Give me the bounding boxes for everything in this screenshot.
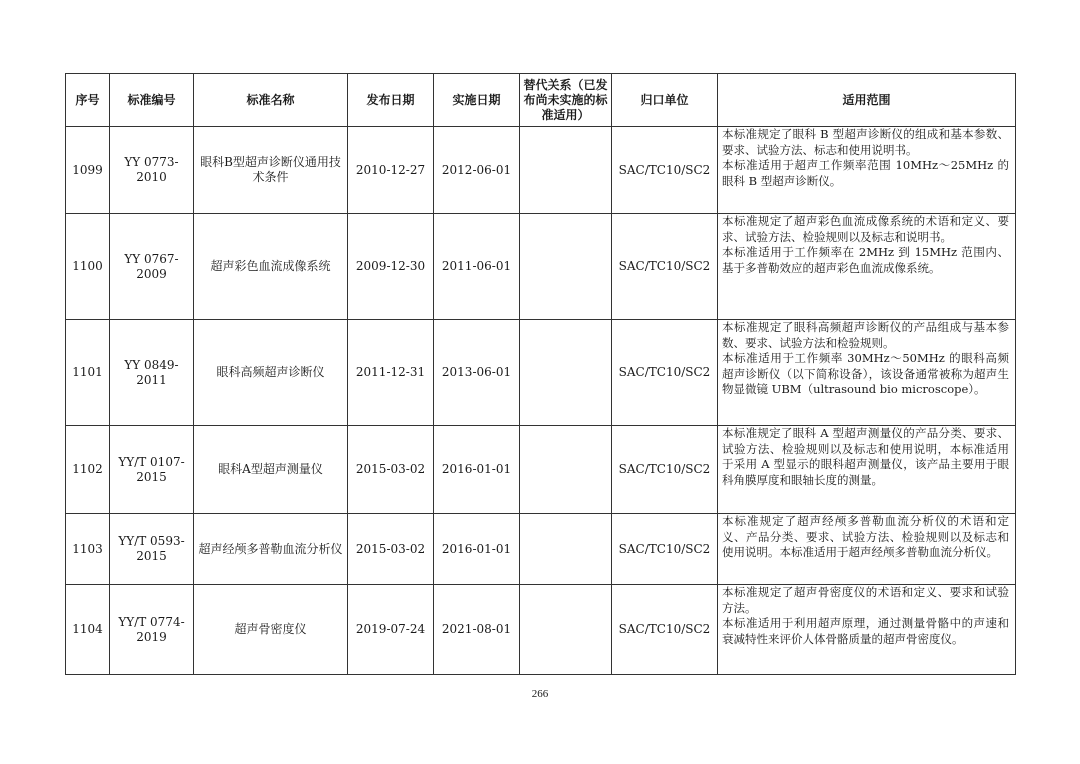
header-publish-date: 发布日期 (348, 74, 434, 127)
serial-no-cell: 1103 (66, 514, 110, 585)
scope-paragraph: 本标准适用于利用超声原理，通过测量骨骼中的声速和衰减特性来评价人体骨骼质量的超声骨密度仪。 (722, 616, 1009, 646)
standard-code-cell: YY 0767-2009 (110, 214, 194, 320)
implement-date-cell: 2021-08-01 (434, 585, 520, 675)
replacement-cell (520, 320, 612, 426)
scope-paragraph: 本标准规定了眼科高频超声诊断仪的产品组成与基本参数、要求、试验方法和检验规则。 (722, 320, 1009, 350)
replacement-cell (520, 514, 612, 585)
responsible-unit-cell: SAC/TC10/SC2 (612, 320, 718, 426)
scope-paragraph: 本标准规定了超声骨密度仪的术语和定义、要求和试验方法。 (722, 585, 1009, 615)
table-row (66, 127, 1016, 214)
implement-date-cell: 2016-01-01 (434, 426, 520, 514)
implement-date-cell: 2012-06-01 (434, 127, 520, 214)
standard-code-cell: YY/T 0107-2015 (110, 426, 194, 514)
header-scope: 适用范围 (718, 74, 1016, 127)
scope-cell (718, 214, 1016, 320)
scope-paragraph: 本标准规定了超声彩色血流成像系统的术语和定义、要求、试验方法、检验规则以及标志和说明书。 (722, 214, 1009, 244)
standard-name-cell: 眼科高频超声诊断仪 (194, 320, 348, 426)
implement-date-cell: 2016-01-01 (434, 514, 520, 585)
scope-paragraph: 本标准适用于工作频率在 2MHz 到 15MHz 范围内、基于多普勒效应的超声彩色血流成像系统。 (722, 245, 1009, 275)
header-implement-date: 实施日期 (434, 74, 520, 127)
scope-cell (718, 585, 1016, 675)
standard-code-cell: YY/T 0774-2019 (110, 585, 194, 675)
header-serial-no: 序号 (66, 74, 110, 127)
header-standard-name: 标准名称 (194, 74, 348, 127)
replacement-cell (520, 426, 612, 514)
table-row (66, 585, 1016, 675)
publish-date-cell: 2015-03-02 (348, 426, 434, 514)
publish-date-cell: 2015-03-02 (348, 514, 434, 585)
standards-table (65, 73, 1016, 675)
header-replacement: 替代关系（已发布尚未实施的标准适用） (520, 74, 612, 127)
scope-cell (718, 320, 1016, 426)
serial-no-cell: 1100 (66, 214, 110, 320)
standard-name-cell: 超声彩色血流成像系统 (194, 214, 348, 320)
standard-code-cell: YY 0849-2011 (110, 320, 194, 426)
responsible-unit-cell: SAC/TC10/SC2 (612, 426, 718, 514)
standard-name-cell: 眼科A型超声测量仪 (194, 426, 348, 514)
serial-no-cell: 1099 (66, 127, 110, 214)
scope-cell (718, 127, 1016, 214)
table-row (66, 320, 1016, 426)
publish-date-cell: 2010-12-27 (348, 127, 434, 214)
replacement-cell (520, 585, 612, 675)
publish-date-cell: 2011-12-31 (348, 320, 434, 426)
serial-no-cell: 1104 (66, 585, 110, 675)
publish-date-cell: 2009-12-30 (348, 214, 434, 320)
serial-no-cell: 1102 (66, 426, 110, 514)
scope-paragraph: 本标准适用于工作频率 30MHz～50MHz 的眼科高频超声诊断仪（以下简称设备），该设备通常被称为超声生物显微镜 UBM（ultrasound bio microscope）。 (722, 351, 1009, 397)
header-responsible-unit: 归口单位 (612, 74, 718, 127)
header-row (66, 74, 1016, 127)
replacement-cell (520, 214, 612, 320)
scope-paragraph: 本标准规定了眼科 A 型超声测量仪的产品分类、要求、试验方法、检验规则以及标志和使用说明，本标准适用于采用 A 型显示的眼科超声测量仪，该产品主要用于眼科角膜厚度和眼轴长度的测量。 (722, 426, 1009, 487)
header-standard-code: 标准编号 (110, 74, 194, 127)
implement-date-cell: 2013-06-01 (434, 320, 520, 426)
scope-cell (718, 514, 1016, 585)
standard-name-cell: 超声骨密度仪 (194, 585, 348, 675)
publish-date-cell: 2019-07-24 (348, 585, 434, 675)
responsible-unit-cell: SAC/TC10/SC2 (612, 214, 718, 320)
table-row (66, 426, 1016, 514)
standard-name-cell: 眼科B型超声诊断仪通用技术条件 (194, 127, 348, 214)
scope-paragraph: 本标准规定了超声经颅多普勒血流分析仪的术语和定义、产品分类、要求、试验方法、检验规则以及标志和使用说明。本标准适用于超声经颅多普勒血流分析仪。 (722, 514, 1009, 560)
responsible-unit-cell: SAC/TC10/SC2 (612, 585, 718, 675)
responsible-unit-cell: SAC/TC10/SC2 (612, 127, 718, 214)
table-row (66, 514, 1016, 585)
scope-cell (718, 426, 1016, 514)
standard-code-cell: YY/T 0593-2015 (110, 514, 194, 585)
table-row (66, 214, 1016, 320)
page-number: 266 (531, 688, 549, 700)
serial-no-cell: 1101 (66, 320, 110, 426)
scope-paragraph: 本标准规定了眼科 B 型超声诊断仪的组成和基本参数、要求、试验方法、标志和使用说明书。 (722, 127, 1009, 157)
responsible-unit-cell: SAC/TC10/SC2 (612, 514, 718, 585)
replacement-cell (520, 127, 612, 214)
standard-code-cell: YY 0773-2010 (110, 127, 194, 214)
standard-name-cell: 超声经颅多普勒血流分析仪 (194, 514, 348, 585)
scope-paragraph: 本标准适用于超声工作频率范围 10MHz～25MHz 的眼科 B 型超声诊断仪。 (722, 158, 1009, 188)
implement-date-cell: 2011-06-01 (434, 214, 520, 320)
